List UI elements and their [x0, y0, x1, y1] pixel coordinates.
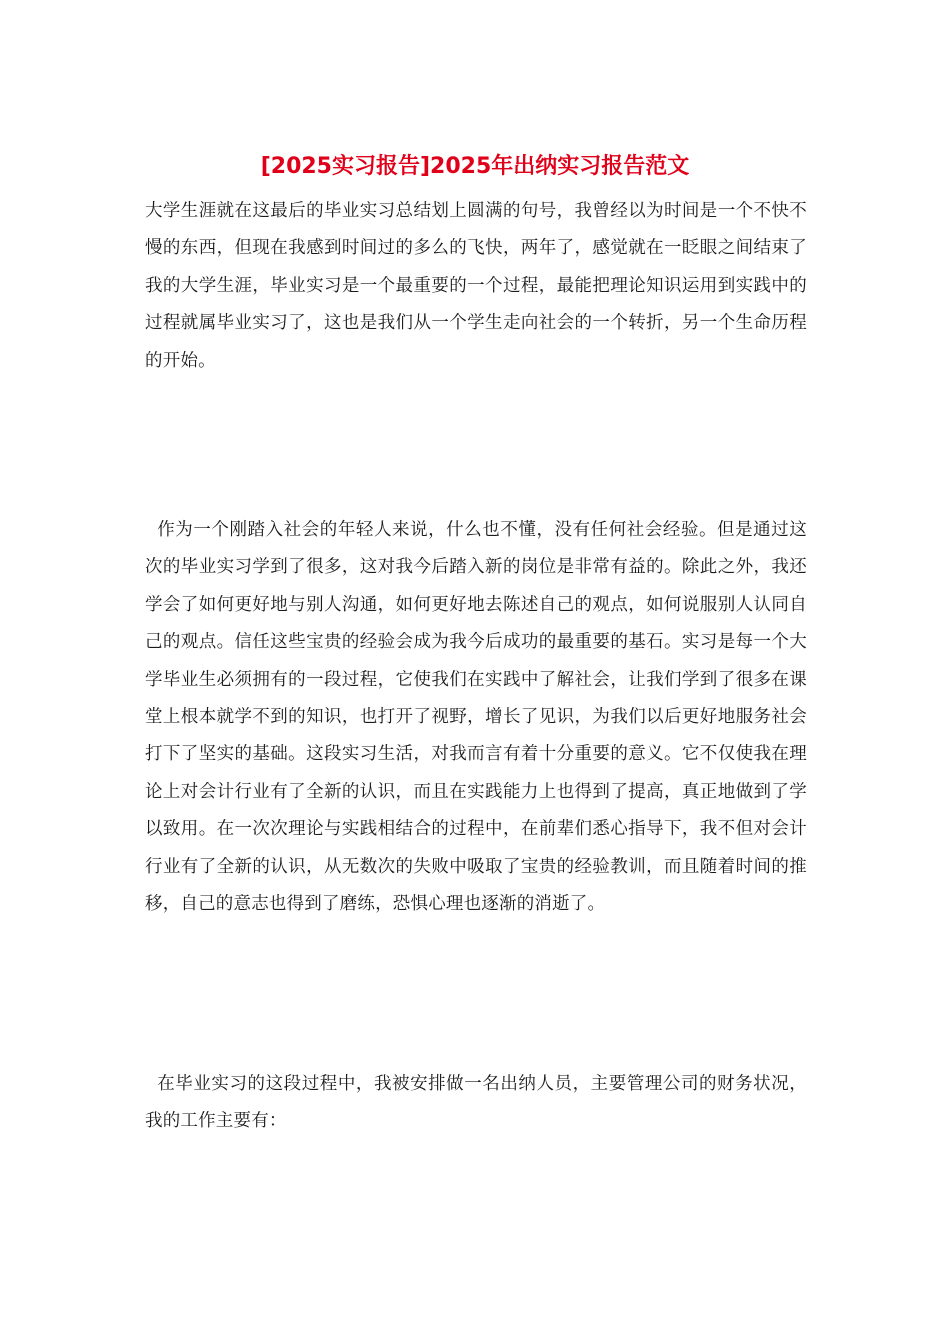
paragraph-experience: 作为一个刚踏入社会的年轻人来说，什么也不懂，没有任何社会经验。但是通过这次的毕业实习学到了很多，这对我今后踏入新的岗位是非常有益的。除此之外，我还学会了如何更好地与别人沟通，如何更好地去陈述自己的观点，如何说服别人认同自己的观点。信任这些宝贵的经验会成为我今后成功的最重要的基石。实习是每一个大学毕业生必须拥有的一段过程，它使我们在实践中了解社会，让我们学到了很多在课堂上根本就学不到的知识，也打开了视野，增长了见识，为我们以后更好地服务社会打下了坚实的基础。这段实习生活，对我而言有着十分重要的意义。它不仅使我在理论上对会计行业有了全新的认识，而且在实践能力上也得到了提高，真正地做到了学以致用。在一次次理论与实践相结合的过程中，在前辈们悉心指导下，我不但对会计行业有了全新的认识，从无数次的失败中吸取了宝贵的经验教训，而且随着时间的推移，自己的意志也得到了磨练，恐惧心理也逐渐的消逝了。 — [145, 520, 807, 915]
document-title: [2025实习报告]2025年出纳实习报告范文 — [260, 154, 690, 179]
paragraph-duties: 在毕业实习的这段过程中，我被安排做一名出纳人员，主要管理公司的财务状况，我的工作主要有： — [145, 1074, 807, 1132]
paragraph-intro: 大学生涯就在这最后的毕业实习总结划上圆满的句号，我曾经以为时间是一个不快不慢的东西，但现在我感到时间过的多么的飞快，两年了，感觉就在一眨眼之间结束了我的大学生涯，毕业实习是一个最重要的一个过程，最能把理论知识运用到实践中的过程就属毕业实习了，这也是我们从一个学生走向社会的一个转折，另一个生命历程的开始。 — [145, 201, 807, 371]
